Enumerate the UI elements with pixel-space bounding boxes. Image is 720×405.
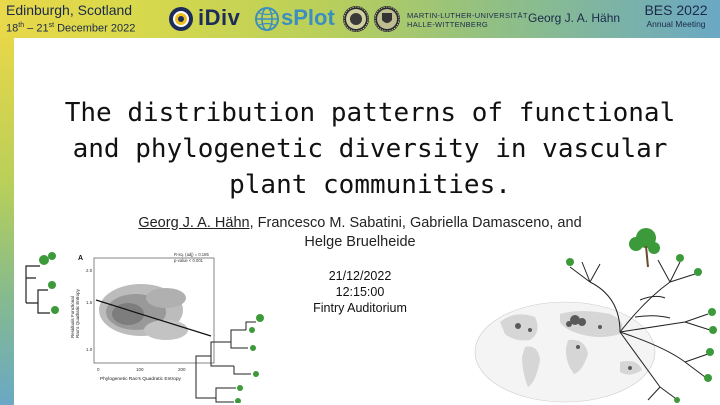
regression-figure	[16, 238, 276, 403]
left-gradient-stripe	[0, 38, 14, 405]
tree-leaf-icons	[39, 252, 59, 314]
panel-label: A	[78, 255, 84, 262]
presenter-name: Georg J. A. Hähn	[528, 11, 621, 25]
phylo-leaf-icons	[235, 314, 264, 403]
event-title: BES 2022	[644, 2, 708, 18]
talk-details	[260, 268, 460, 316]
x-tick: 100	[136, 367, 144, 372]
stat-r2: R-sq. (adj) = 0.185	[174, 252, 209, 257]
phylogeny-map-figure	[470, 222, 720, 405]
event-dates: 18th – 21st December 2022	[6, 22, 136, 35]
event-badge	[636, 2, 716, 30]
y-tick: 2.0	[86, 268, 93, 273]
slide-title: The distribution patterns of functional and phylogenetic diversity in vascular plant communities.	[64, 98, 676, 200]
x-tick: 200	[178, 367, 186, 372]
y-axis-label: Residuals Functional	[70, 296, 75, 338]
y-axis-label: Rao's Quadratic Entropy	[75, 289, 80, 338]
university-name: MARTIN-LUTHER-UNIVERSITÄT HALLE-WITTENBERG	[407, 11, 528, 29]
tree-trunk-icon	[646, 246, 648, 267]
y-tick: 1.0	[86, 347, 93, 352]
x-tick: 0	[97, 367, 100, 372]
small-tree-icon	[26, 266, 50, 313]
stat-p: p-value < 0.001	[174, 258, 203, 263]
talk-time: 12:15:00	[335, 285, 385, 299]
talk-date: 21/12/2022	[328, 269, 392, 283]
event-subtitle: Annual Meeting	[646, 19, 706, 29]
idiv-logo-icon	[168, 6, 194, 32]
last-author: Helge Bruelheide	[304, 234, 416, 250]
y-tick: 1.5	[86, 300, 93, 305]
university-crest-icon	[373, 5, 401, 33]
header-bar	[0, 0, 720, 38]
first-author: Georg J. A. Hähn	[138, 215, 250, 231]
x-axis-label: Phylogenetic Rao's Quadratic Entropy	[100, 377, 181, 382]
event-location	[6, 2, 135, 37]
idiv-label: iDiv	[198, 5, 241, 30]
location-city: Edinburgh, Scotland	[6, 2, 133, 18]
splot-label: sPlot	[281, 5, 335, 30]
university-seal-icon	[342, 5, 370, 33]
coauthors: , Francesco M. Sabatini, Gabriella Damasceno, and	[249, 215, 582, 231]
talk-venue: Fintry Auditorium	[313, 301, 407, 315]
splot-globe-icon	[254, 6, 280, 32]
